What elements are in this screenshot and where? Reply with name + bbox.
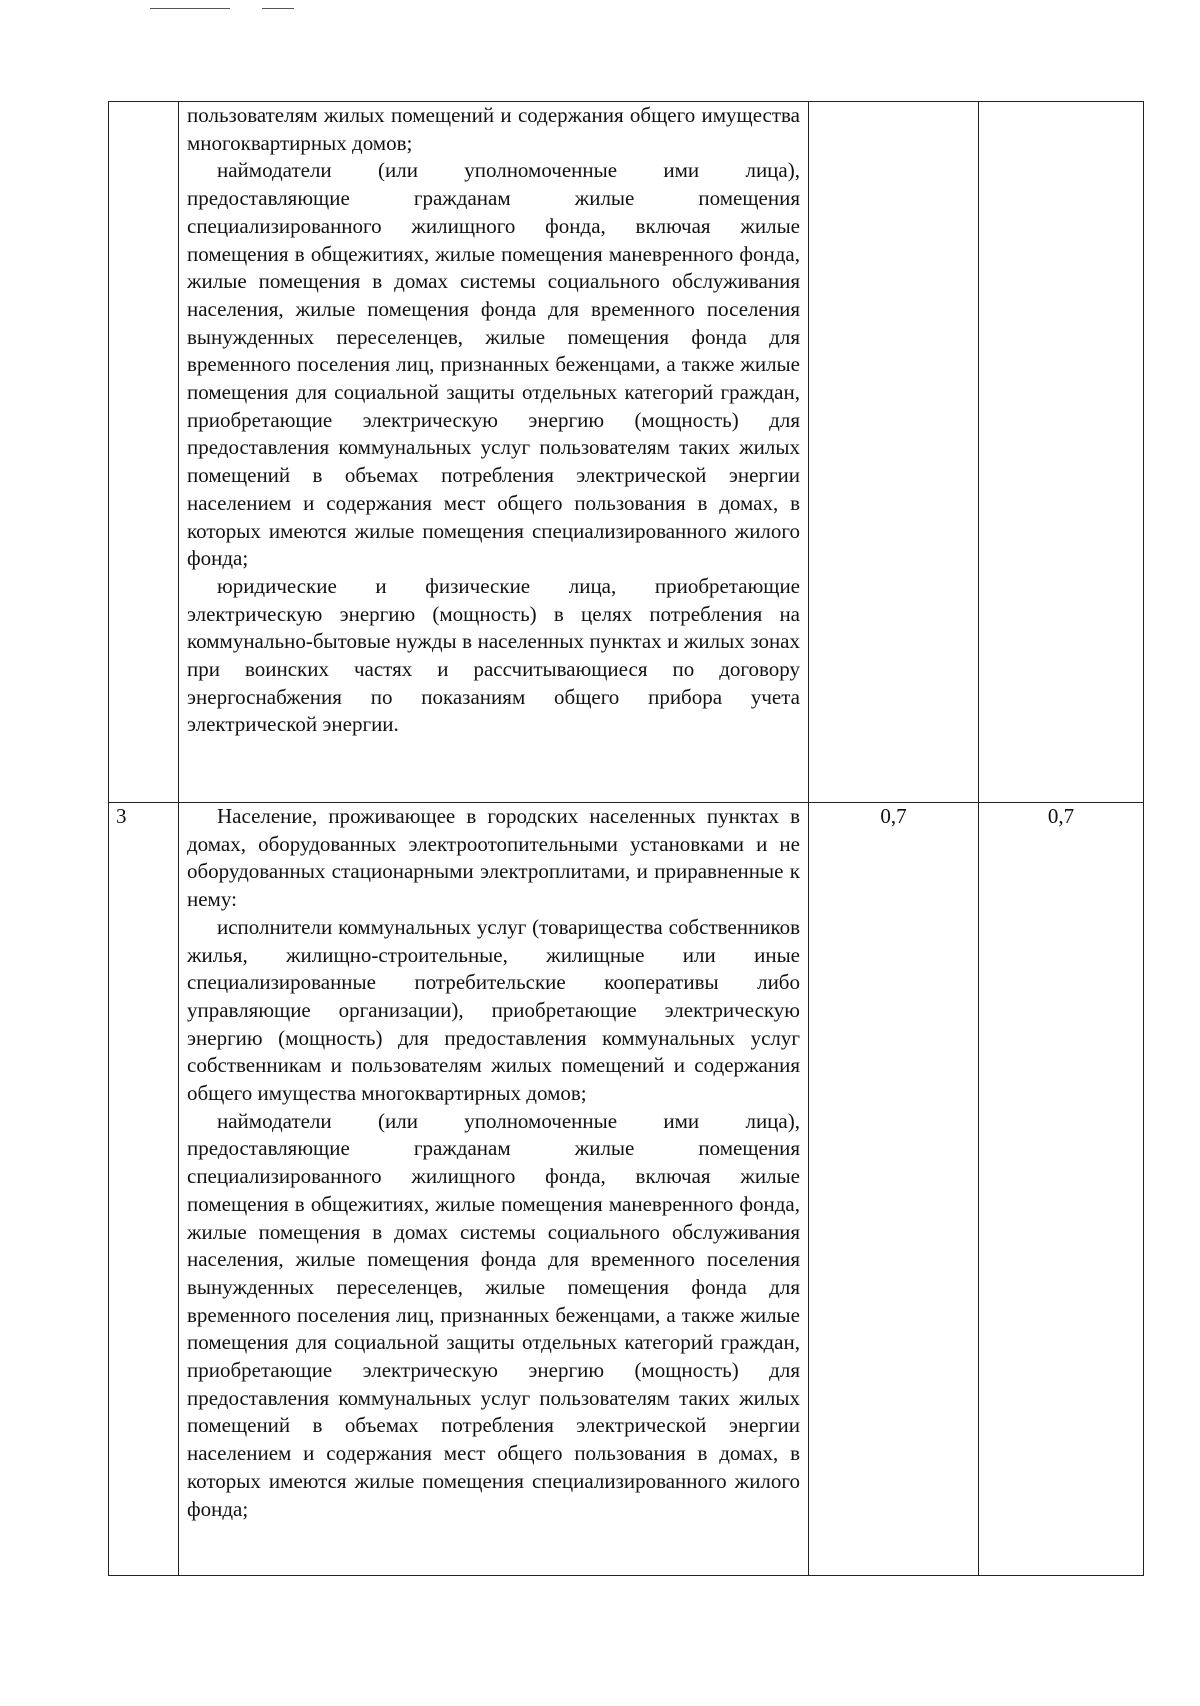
paragraph: пользователям жилых помещений и содержания общего имущества многоквартирных домов; (187, 103, 800, 155)
scan-artifact-line (150, 8, 230, 9)
row-number: 3 (109, 803, 179, 1576)
row-number (109, 102, 179, 803)
paragraph: наймодатели (или уполномоченные ими лица), предоставляющие гражданам жилые помещения специализированного жилищного фонда, включая жилые помещения в общежитиях, жилые помещения маневренного фонда, жилые помещения в домах системы социального обслуживания населения, жилые помещения фонда для временного поселения вынужденных переселенцев, жилые помещения фонда для временного поселения лиц, признанных беженцами, а также жилые помещения для социальной защиты отдельных категорий граждан, приобретающие электрическую энергию (мощность) для предоставления коммунальных услуг пользователям таких жилых помещений в объемах потребления электрической энергии населением и содержания мест общего пользования в домах, в которых имеются жилые помещения специализированного жилого фонда; (187, 158, 800, 571)
tariff-table (108, 101, 1144, 1576)
paragraph: исполнители коммунальных услуг (товарищества собственников жилья, жилищно-строительные, жилищные или иные специализированные потребительские кооперативы либо управляющие организации), приобретающие электрическую энергию (мощность) для предоставления коммунальных услуг собственникам и пользователям жилых помещений и содержания общего имущества многоквартирных домов; (187, 914, 800, 1106)
row-value-1: 0,7 (809, 803, 979, 1576)
paragraph: юридические и физические лица, приобретающие электрическую энергию (мощность) в целях потребления на коммунально-бытовые нужды в населенных пунктах и жилых зонах при воинских частях и рассчитывающиеся по договору энергоснабжения по показаниям общего прибора учета электрической энергии. (187, 573, 800, 737)
paragraph: Население, проживающее в городских населенных пунктах в домах, оборудованных электроотопительными установками и не оборудованных стационарными электроплитами, и приравненные к нему: (187, 804, 800, 912)
row-description (179, 102, 809, 803)
row-value-1 (809, 102, 979, 803)
row-value-2 (979, 102, 1144, 803)
scan-artifact-line (262, 8, 294, 9)
table-row (109, 803, 1144, 1576)
table-row (109, 102, 1144, 803)
row-value-2: 0,7 (979, 803, 1144, 1576)
paragraph: наймодатели (или уполномоченные ими лица), предоставляющие гражданам жилые помещения специализированного жилищного фонда, включая жилые помещения в общежитиях, жилые помещения маневренного фонда, жилые помещения в домах системы социального обслуживания населения, жилые помещения фонда для временного поселения вынужденных переселенцев, жилые помещения фонда для временного поселения лиц, признанных беженцами, а также жилые помещения для социальной защиты отдельных категорий граждан, приобретающие электрическую энергию (мощность) для предоставления коммунальных услуг пользователям таких жилых помещений в объемах потребления электрической энергии населением и содержания мест общего пользования в домах, в которых имеются жилые помещения специализированного жилого фонда; (187, 1108, 800, 1521)
row-description (179, 803, 809, 1576)
